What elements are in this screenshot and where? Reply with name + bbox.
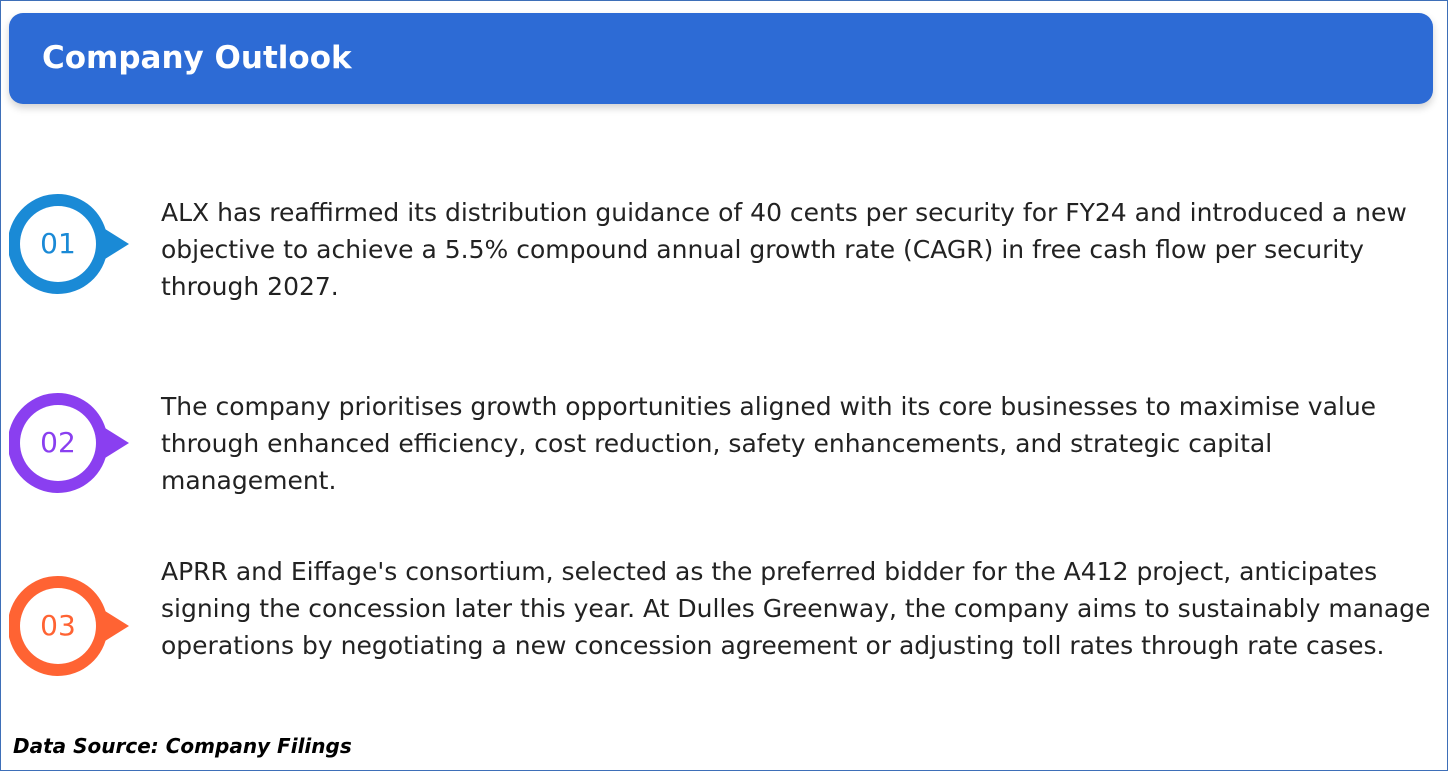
number-badge-01: [9, 194, 131, 294]
outlook-point-3: APRR and Eiffage's consortium, selected as the preferred bidder for the A412 project, anticipates signing the concession later this year. At Dulles Greenway, the company aims to sustainably manage operations by negotiating a new concession agreement or adjusting toll rates through rate cases.: [161, 557, 1431, 660]
number-badge-03: [9, 576, 131, 676]
outlook-point-2: The company prioritises growth opportunities aligned with its core businesses to maximise value through enhanced efficiency, cost reduction, safety enhancements, and strategic capital management.: [161, 392, 1377, 495]
number-badge-02: [9, 393, 131, 493]
badge-number: 01: [40, 227, 76, 260]
header-banner: [9, 13, 1433, 104]
page-title: Company Outlook: [42, 40, 352, 76]
badge-number: 02: [40, 426, 76, 459]
outlook-point-1: ALX has reaffirmed its distribution guidance of 40 cents per security for FY24 and introduced a new objective to achieve a 5.5% compound annual growth rate (CAGR) in free cash flow per security through 2027.: [161, 198, 1407, 301]
data-source-note: Data Source: Company Filings: [13, 734, 352, 758]
badge-number: 03: [40, 609, 76, 642]
